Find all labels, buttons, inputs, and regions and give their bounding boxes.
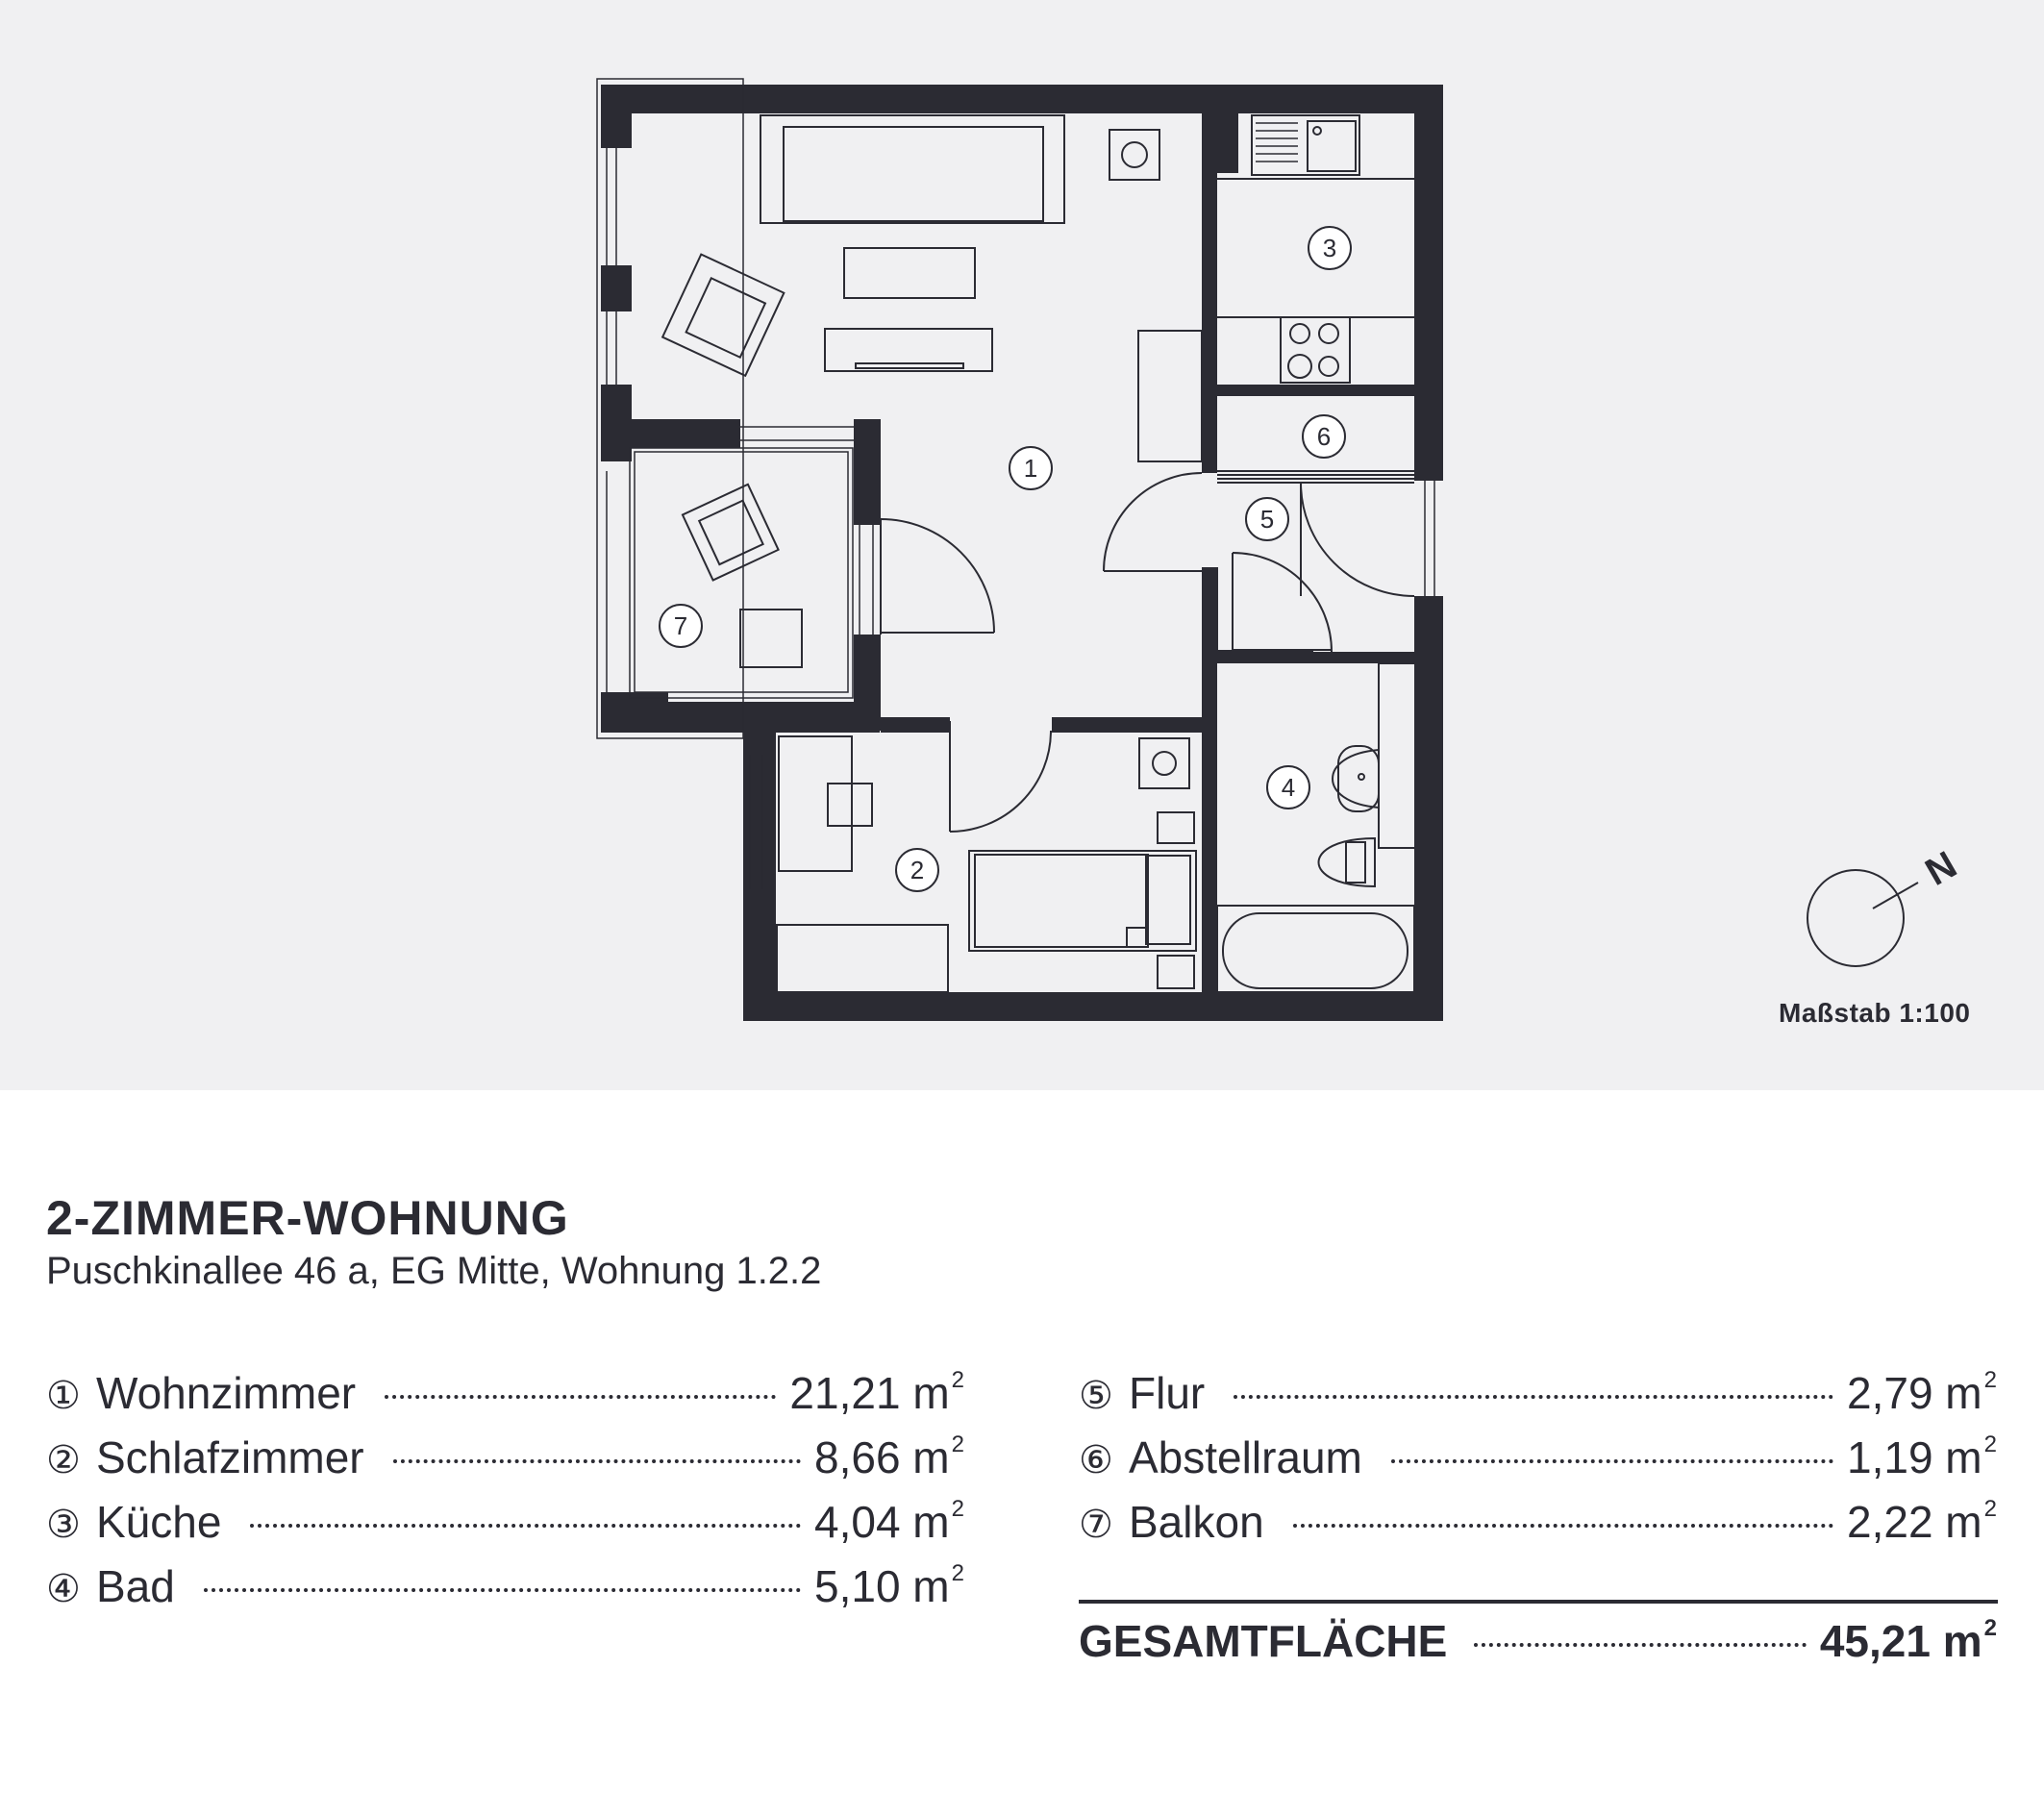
- leader-dots: [385, 1395, 776, 1399]
- north-label: N: [1918, 843, 1964, 894]
- room-name: Wohnzimmer: [96, 1368, 357, 1418]
- room-marker-1: 1: [1023, 454, 1038, 483]
- leader-dots: [204, 1588, 801, 1592]
- area-exponent: 2: [1983, 1496, 1997, 1522]
- room-number: ①: [46, 1375, 81, 1417]
- room-number: ②: [46, 1439, 81, 1481]
- area-exponent: 2: [951, 1431, 964, 1457]
- room-area: 5,10 m: [814, 1561, 950, 1611]
- total-area: 45,21 m: [1819, 1616, 1982, 1666]
- room-name: Schlafzimmer: [96, 1432, 364, 1482]
- room-name: Bad: [96, 1561, 175, 1611]
- room-area: 4,04 m: [814, 1497, 950, 1547]
- room-row-schlafzimmer: [46, 1431, 964, 1485]
- room-marker-5: 5: [1259, 505, 1275, 534]
- area-exponent: 2: [1983, 1431, 1997, 1457]
- leader-dots: [1293, 1524, 1833, 1528]
- room-row-abstellraum: [1079, 1431, 1997, 1485]
- room-marker-4: 4: [1281, 773, 1296, 802]
- room-number: ④: [46, 1568, 81, 1610]
- room-row-bad: [46, 1560, 964, 1614]
- leader-dots: [393, 1459, 801, 1463]
- room-number: ⑦: [1079, 1504, 1113, 1546]
- room-marker-3: 3: [1322, 234, 1337, 262]
- room-row-balkon: [1079, 1496, 1997, 1550]
- room-name: Balkon: [1129, 1497, 1264, 1547]
- room-row-kueche: [46, 1496, 964, 1550]
- area-exponent: 2: [951, 1560, 964, 1586]
- room-number: ⑥: [1079, 1439, 1113, 1481]
- room-area: 8,66 m: [814, 1432, 950, 1482]
- room-row-wohnzimmer: [46, 1367, 964, 1421]
- north-arrow-icon: [1807, 843, 1964, 966]
- room-name: Abstellraum: [1129, 1432, 1362, 1482]
- room-area: 21,21 m: [789, 1368, 950, 1418]
- area-exponent: 2: [1983, 1367, 1997, 1393]
- room-name: Flur: [1129, 1368, 1206, 1418]
- room-area: 2,22 m: [1847, 1497, 1982, 1547]
- leader-dots: [250, 1524, 801, 1528]
- area-exponent: 2: [1983, 1615, 1997, 1641]
- room-row-flur: [1079, 1367, 1997, 1421]
- area-exponent: 2: [951, 1367, 964, 1393]
- apartment-title: 2-ZIMMER-WOHNUNG: [46, 1191, 569, 1245]
- room-marker-2: 2: [910, 856, 925, 884]
- room-area: 1,19 m: [1847, 1432, 1982, 1482]
- room-number: ⑤: [1079, 1375, 1113, 1417]
- apartment-address: Puschkinallee 46 a, EG Mitte, Wohnung 1.2.2: [46, 1250, 822, 1292]
- leader-dots: [1474, 1643, 1807, 1647]
- total-row: [1079, 1615, 1997, 1669]
- area-exponent: 2: [951, 1496, 964, 1522]
- walls: [601, 85, 1443, 1021]
- total-label: GESAMTFLÄCHE: [1079, 1616, 1448, 1666]
- scale-label: Maßstab 1:100: [1779, 998, 1971, 1028]
- room-marker-6: 6: [1316, 422, 1332, 451]
- room-number: ③: [46, 1504, 81, 1546]
- room-area: 2,79 m: [1847, 1368, 1982, 1418]
- leader-dots: [1391, 1459, 1833, 1463]
- room-marker-7: 7: [673, 611, 688, 640]
- total-divider: [1079, 1600, 1998, 1604]
- leader-dots: [1234, 1395, 1833, 1399]
- room-name: Küche: [96, 1497, 222, 1547]
- sink-drain: [1256, 123, 1298, 162]
